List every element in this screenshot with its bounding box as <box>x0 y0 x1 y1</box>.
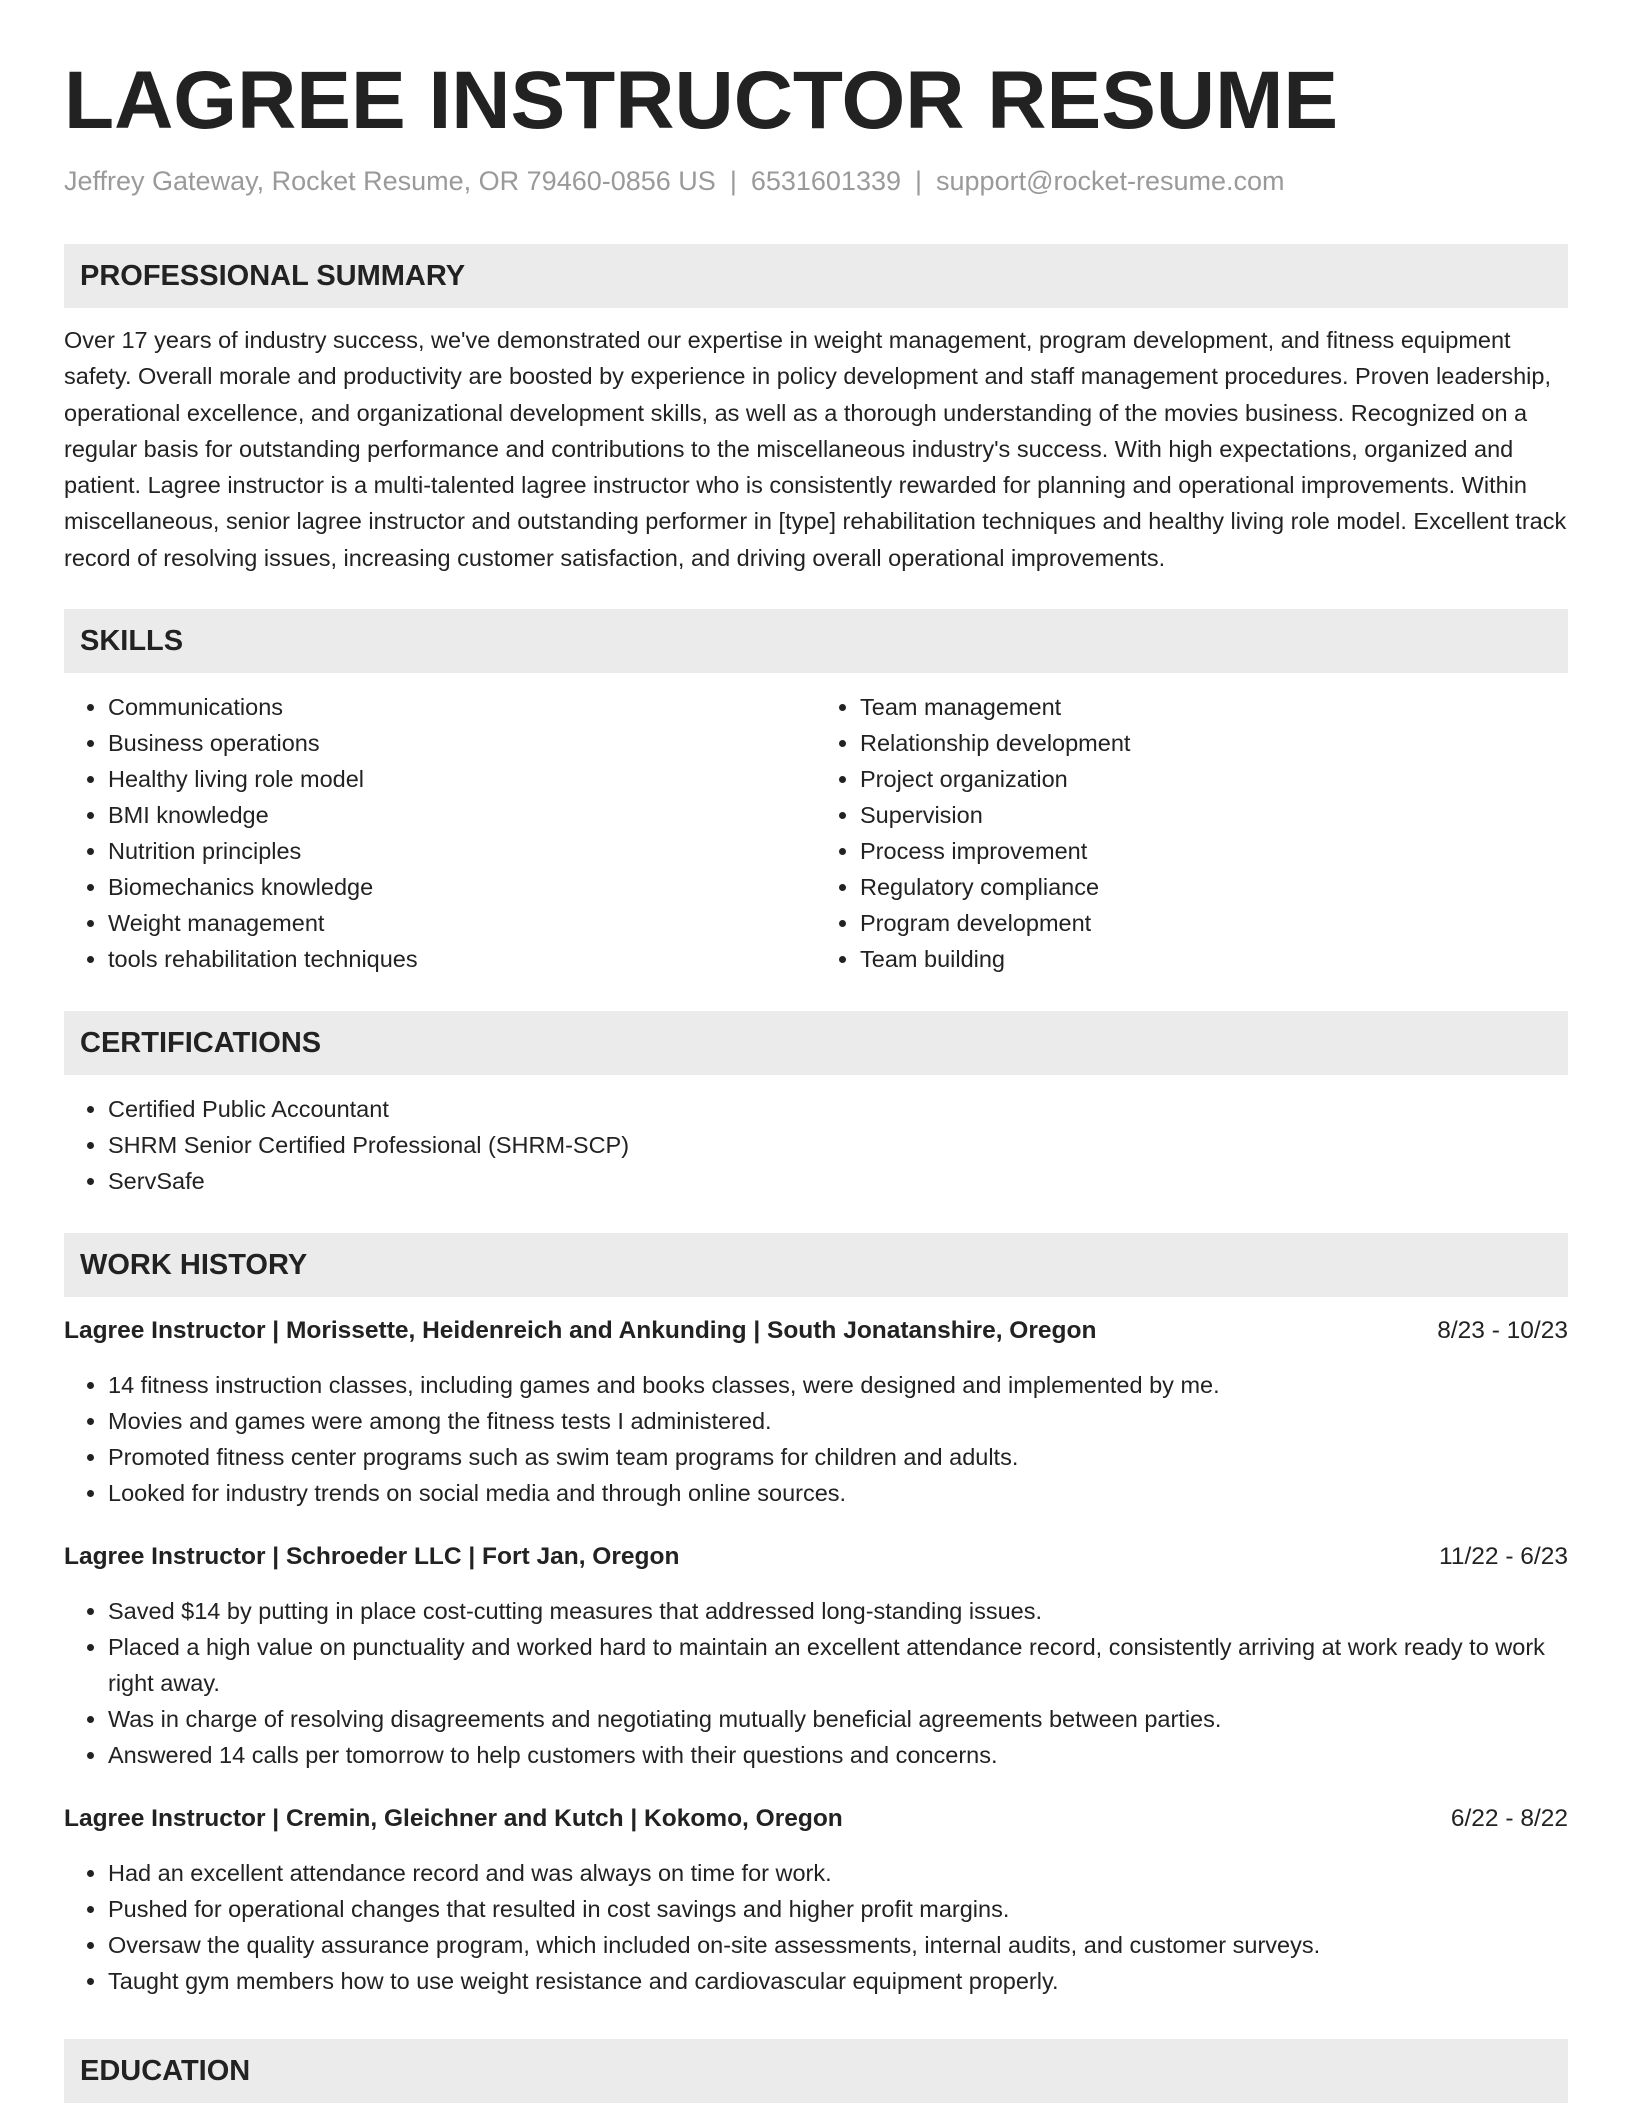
resume-title: LAGREE INSTRUCTOR RESUME <box>64 55 1339 146</box>
resume-page <box>64 0 1568 2103</box>
list-item: • Placed a high value on punctuality and worked hard to maintain an excellent attendance record, consistently arriving at work ready to work right away. <box>108 1629 1568 1701</box>
list-item: • Business operations <box>108 725 816 761</box>
list-item: • Team management <box>860 689 1568 725</box>
list-item: • Project organization <box>860 761 1568 797</box>
job-dates: 6/22 - 8/22 <box>1450 1805 1568 1833</box>
list-item: • Biomechanics knowledge <box>108 869 816 905</box>
contact-address: Jeffrey Gateway, Rocket Resume, OR 79460-0856 US <box>64 166 716 196</box>
list-item: • Pushed for operational changes that resulted in cost savings and higher profit margins. <box>108 1891 1568 1927</box>
summary-text: Over 17 years of industry success, we've demonstrated our expertise in weight management, program development, and fitness equipment safety. Overall morale and productivity are boosted by experience in policy development and staff management procedures. Proven leadership, operational excellence, and organizational development skills, as well as a thorough understanding of the movies business. Recognized on a regular basis for outstanding performance and contributions to the miscellaneous industry's success. With high expectations, organized and patient. Lagree instructor is a multi-talented lagree instructor who is consistently rewarded for planning and operational improvements. Within miscellaneous, senior lagree instructor and outstanding performer in [type] rehabilitation techniques and healthy living role model. Excellent track record of resolving issues, increasing customer satisfaction, and driving overall operational improvements. <box>64 327 1567 571</box>
list-item: • tools rehabilitation techniques <box>108 941 816 977</box>
contact-phone: 6531601339 <box>750 166 901 196</box>
job-title: Lagree Instructor | Schroeder LLC | Fort Jan, Oregon <box>64 1543 680 1571</box>
skills-heading: SKILLS <box>64 609 1568 673</box>
list-item: • Promoted fitness center programs such as swim team programs for children and adults. <box>108 1439 1568 1475</box>
list-item: • Program development <box>860 905 1568 941</box>
job-header <box>64 1313 1568 1349</box>
work-history-heading: WORK HISTORY <box>64 1233 1568 1297</box>
education-heading: EDUCATION <box>64 2039 1568 2103</box>
job-dates: 8/23 - 10/23 <box>1437 1317 1568 1345</box>
list-item: • ServSafe <box>108 1163 1568 1199</box>
job-bullets <box>64 1367 1568 1511</box>
list-item: • Oversaw the quality assurance program, which included on-site assessments, internal audits, and customer surveys. <box>108 1927 1568 1963</box>
skills-list-left <box>64 689 816 977</box>
certifications-list <box>64 1091 1568 1199</box>
contact-separator: | <box>729 166 737 196</box>
list-item: • Relationship development <box>860 725 1568 761</box>
job-bullets <box>64 1593 1568 1773</box>
list-item: • Looked for industry trends on social media and through online sources. <box>108 1475 1568 1511</box>
job-header <box>64 1801 1568 1837</box>
job-entry <box>64 1313 1568 1511</box>
list-item: • Communications <box>108 689 816 725</box>
job-bullets <box>64 1855 1568 1999</box>
list-item: • Had an excellent attendance record and was always on time for work. <box>108 1855 1568 1891</box>
list-item: • Regulatory compliance <box>860 869 1568 905</box>
list-item: • Weight management <box>108 905 816 941</box>
list-item: • Certified Public Accountant <box>108 1091 1568 1127</box>
job-title: Lagree Instructor | Morissette, Heidenreich and Ankunding | South Jonatanshire, Oregon <box>64 1317 1097 1345</box>
list-item: • Was in charge of resolving disagreements and negotiating mutually beneficial agreements between parties. <box>108 1701 1568 1737</box>
summary-heading: PROFESSIONAL SUMMARY <box>64 244 1568 308</box>
list-item: • Saved $14 by putting in place cost-cutting measures that addressed long-standing issues. <box>108 1593 1568 1629</box>
list-item: • SHRM Senior Certified Professional (SHRM-SCP) <box>108 1127 1568 1163</box>
certifications-heading: CERTIFICATIONS <box>64 1011 1568 1075</box>
contact-email: support@rocket-resume.com <box>936 166 1285 196</box>
contact-separator: | <box>915 166 923 196</box>
list-item: • 14 fitness instruction classes, including games and books classes, were designed and implemented by me. <box>108 1367 1568 1403</box>
list-item: • Supervision <box>860 797 1568 833</box>
list-item: • Process improvement <box>860 833 1568 869</box>
list-item: • Taught gym members how to use weight resistance and cardiovascular equipment properly. <box>108 1963 1568 1999</box>
job-title: Lagree Instructor | Cremin, Gleichner and Kutch | Kokomo, Oregon <box>64 1805 843 1833</box>
list-item: • Nutrition principles <box>108 833 816 869</box>
list-item: • BMI knowledge <box>108 797 816 833</box>
job-entry <box>64 1539 1568 1773</box>
job-entry <box>64 1801 1568 1999</box>
job-dates: 11/22 - 6/23 <box>1439 1543 1568 1571</box>
job-header <box>64 1539 1568 1575</box>
list-item: • Movies and games were among the fitness tests I administered. <box>108 1403 1568 1439</box>
list-item: • Answered 14 calls per tomorrow to help customers with their questions and concerns. <box>108 1737 1568 1773</box>
contact-line <box>64 166 1568 196</box>
list-item: • Healthy living role model <box>108 761 816 797</box>
skills-columns <box>64 689 1568 977</box>
list-item: • Team building <box>860 941 1568 977</box>
skills-list-right <box>816 689 1568 977</box>
